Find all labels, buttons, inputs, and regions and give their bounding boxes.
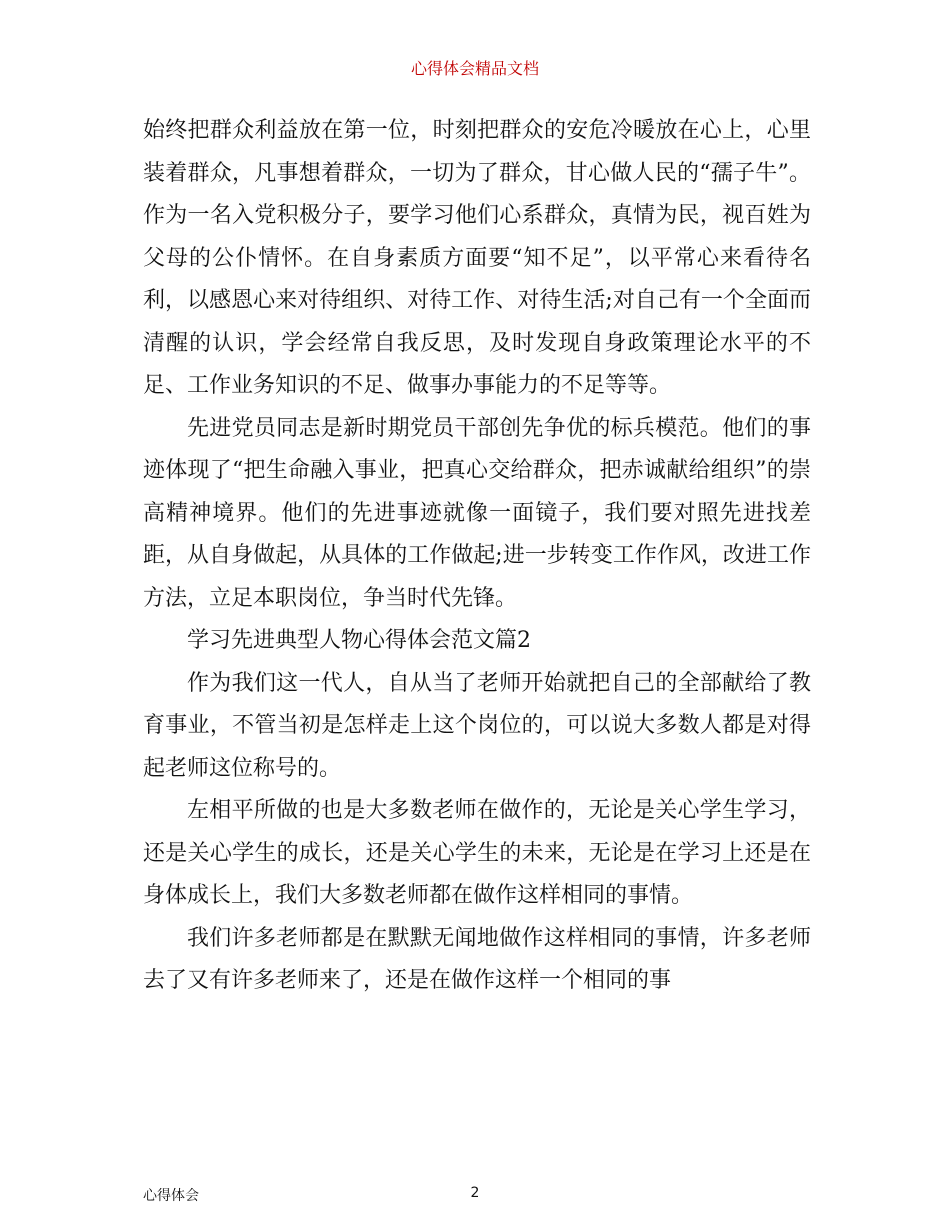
document-header: 心得体会精品文档 xyxy=(410,59,539,78)
footer-label: 心得体会 xyxy=(143,1188,199,1204)
paragraph: 作为我们这一代人，自从当了老师开始就把自己的全部献给了教育事业，不管当初是怎样走上这个岗位的，可以说大多数人都是对得起老师这位称号的。 xyxy=(143,670,811,781)
paragraph: 先进党员同志是新时期党员干部创先争优的标兵模范。他们的事迹体现了“把生命融入事业，把真心交给群众，把赤诚献给组织”的崇高精神境界。他们的先进事迹就像一面镜子，我们要对照先进找差距，从自身做起，从具体的工作做起;进一步转变工作作风，改进工作方法，立足本职岗位，争当时代先锋。 xyxy=(143,415,811,611)
section-heading: 学习先进典型人物心得体会范文篇2 xyxy=(187,628,531,653)
paragraph: 左相平所做的也是大多数老师在做作的，无论是关心学生学习，还是关心学生的成长，还是关心学生的未来，无论是在学习上还是在身体成长上，我们大多数老师都在做作这样相同的事情。 xyxy=(143,798,811,908)
paragraph-continuation: 始终把群众利益放在第一位，时刻把群众的安危冷暖放在心上，心里装着群众，凡事想着群众，一切为了群众，甘心做人民的“孺子牛”。作为一名入党积极分子，要学习他们心系群众，真情为民，视百姓为父母的公仆情怀。在自身素质方面要“知不足”，以平常心来看待名利，以感恩心来对待组织、对待工作、对待生活;对自己有一个全面而清醒的认识，学会经常自我反思，及时发现自身政策理论水平的不足、工作业务知识的不足、做事办事能力的不足等等。 xyxy=(143,118,811,398)
paragraph: 我们许多老师都是在默默无闻地做作这样相同的事情，许多老师去了又有许多老师来了，还是在做作这样一个相同的事 xyxy=(143,925,811,993)
page-number: 2 xyxy=(470,1185,480,1201)
document-body xyxy=(143,110,811,1003)
